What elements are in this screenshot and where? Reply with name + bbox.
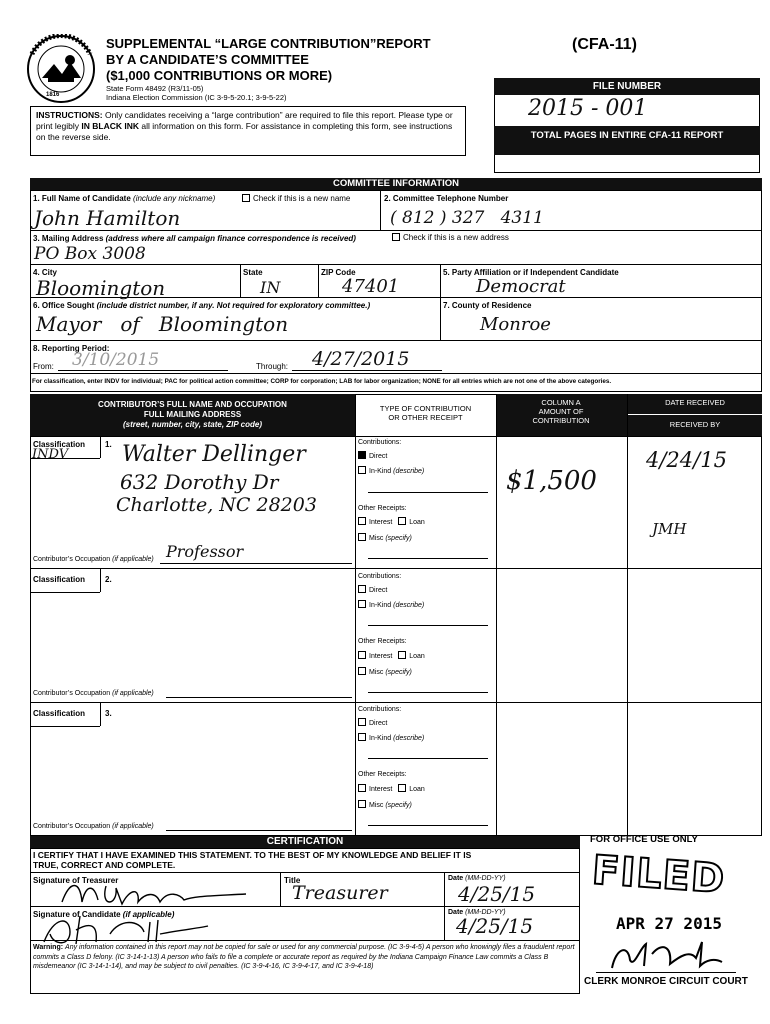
title-value: Treasurer	[292, 882, 388, 904]
row2-contributions-label: Contributions:	[358, 573, 402, 580]
row3-direct-checkbox[interactable]	[358, 718, 366, 726]
row1-contributions-label: Contributions:	[358, 439, 402, 446]
state-label: State	[243, 268, 263, 277]
candidate-signature-hint: (if applicable)	[122, 910, 175, 919]
candidate-date-value: 4/25/15	[456, 914, 534, 938]
row1-occupation-hint: (if applicable)	[112, 556, 154, 563]
row3-misc-label: Misc	[369, 802, 384, 809]
row2-direct-label: Direct	[369, 587, 388, 594]
row1-misc-label: Misc	[369, 535, 384, 542]
f7-label: 7. County of Residence	[443, 301, 532, 310]
mailing-address-value: PO Box 3008	[34, 244, 146, 264]
row1-loan-label: Loan	[409, 519, 425, 526]
row1-interest-label: Interest	[369, 519, 393, 526]
state-form-number: State Form 48492 (R3/11-05)	[106, 84, 204, 93]
row3-classification-label: Classification	[33, 709, 86, 718]
warning-text: Any information contained in this report may not be copied for sale or used for any commercial purpose. (IC 3-9-4-5) A person who knowingly files a fraudulent report commits a Class D felony. (IC 3-14-1-13) A person who fails to file a complete or accurate report as required by the Indiana Campaign Finance Law commits a Class B misdemeanor (IC 3-14-1-14), and may be subject to civil penalties. (IC 3-9-4-16, IC 3-9-4-17, and IC 3-9-4-18)	[33, 944, 575, 970]
from-label: From:	[33, 362, 54, 371]
row2-other-receipts-label: Other Receipts:	[358, 638, 407, 645]
f1-label: 1. Full Name of Candidate	[33, 194, 131, 203]
row3-loan-checkbox[interactable]	[398, 784, 406, 792]
row1-date-received: 4/24/15	[646, 448, 727, 472]
row1-address-line1: 632 Dorothy Dr	[120, 470, 279, 494]
zip-value: 47401	[342, 276, 400, 297]
row1-address-line2: Charlotte, NC 28203	[116, 494, 317, 516]
instructions-box	[30, 106, 466, 156]
total-pages-label: TOTAL PAGES IN ENTIRE CFA-11 REPORT	[494, 126, 760, 155]
certification-statement-2: TRUE, CORRECT AND COMPLETE.	[33, 860, 176, 870]
candidate-name-value: John Hamilton	[34, 206, 181, 230]
file-number-value: 2015 - 001	[528, 96, 648, 121]
row2-inkind-label: In-Kind	[369, 602, 392, 609]
row1-amount: $1,500	[506, 466, 597, 496]
row3-misc-checkbox[interactable]	[358, 800, 366, 808]
date1-hint: (MM-DD-YY)	[465, 875, 506, 882]
new-address-label: Check if this is a new address	[403, 233, 509, 242]
row3-contributions-label: Contributions:	[358, 706, 402, 713]
committee-info-header: COMMITTEE INFORMATION	[30, 178, 762, 190]
row1-number: 1.	[105, 440, 112, 449]
f3-hint: (address where all campaign finance correspondence is received)	[105, 234, 356, 243]
row2-loan-checkbox[interactable]	[398, 651, 406, 659]
f6-label: 6. Office Sought	[33, 301, 95, 310]
row2-misc-label: Misc	[369, 669, 384, 676]
date2-hint: (MM-DD-YY)	[465, 909, 506, 916]
f6-hint: (include district number, if any. Not required for exploratory committee.)	[96, 301, 371, 310]
row2-loan-label: Loan	[409, 653, 425, 660]
zip-label: ZIP Code	[321, 268, 356, 277]
row1-loan-checkbox[interactable]	[398, 517, 406, 525]
f1-hint: (include any nickname)	[133, 194, 216, 203]
row3-loan-label: Loan	[409, 786, 425, 793]
filed-stamp: FILED	[590, 847, 727, 903]
col-amount-line2: AMOUNT OF	[538, 407, 584, 416]
new-name-checkbox[interactable]	[242, 194, 250, 202]
row2-inkind-checkbox[interactable]	[358, 600, 366, 608]
telephone-value: ( 812 ) 327 4311	[390, 208, 544, 228]
row3-number: 3.	[105, 709, 112, 718]
new-address-checkbox[interactable]	[392, 233, 400, 241]
row1-interest-checkbox[interactable]	[358, 517, 366, 525]
county-value: Monroe	[480, 314, 551, 335]
row2-classification-label: Classification	[33, 575, 86, 584]
office-sought-value: Mayor of Bloomington	[36, 312, 289, 336]
row1-misc-hint: (specify)	[385, 535, 412, 542]
row3-interest-label: Interest	[369, 786, 393, 793]
row1-classification-value: INDV	[32, 447, 69, 462]
row3-inkind-checkbox[interactable]	[358, 733, 366, 741]
city-value: Bloomington	[36, 276, 166, 300]
col-contributor-line1: CONTRIBUTOR’S FULL NAME AND OCCUPATION	[98, 400, 287, 409]
row2-interest-label: Interest	[369, 653, 393, 660]
col-type-line1: TYPE OF CONTRIBUTION	[379, 404, 472, 413]
row2-misc-hint: (specify)	[385, 669, 412, 676]
row1-occupation-value: Professor	[166, 542, 244, 561]
clerk-signature	[606, 938, 726, 974]
row3-inkind-label: In-Kind	[369, 735, 392, 742]
row3-misc-hint: (specify)	[385, 802, 412, 809]
party-value: Democrat	[476, 276, 566, 297]
certification-header: CERTIFICATION	[30, 836, 580, 848]
col-amount-line3: CONTRIBUTION	[532, 416, 590, 425]
f2-label: 2. Committee Telephone Number	[384, 194, 509, 203]
from-value: 3/10/2015	[72, 350, 160, 370]
row2-number: 2.	[105, 575, 112, 584]
row1-other-receipts-label: Other Receipts:	[358, 505, 407, 512]
instructions-bold: IN BLACK INK	[81, 121, 139, 131]
row1-inkind-checkbox[interactable]	[358, 466, 366, 474]
indiana-state-seal-icon	[26, 34, 96, 104]
row3-inkind-hint: (describe)	[393, 735, 425, 742]
title-line-1: SUPPLEMENTAL “LARGE CONTRIBUTION”REPORT	[106, 36, 431, 51]
instructions-label: INSTRUCTIONS:	[36, 110, 103, 120]
row2-direct-checkbox[interactable]	[358, 585, 366, 593]
title-line-2: BY A CANDIDATE’S COMMITTEE	[106, 52, 309, 67]
candidate-signature-label: Signature of Candidate	[33, 910, 121, 919]
f8-label: 8. Reporting Period:	[33, 344, 110, 353]
row1-contributor-name: Walter Dellinger	[122, 442, 306, 467]
filed-stamp-date: APR 27 2015	[616, 914, 722, 933]
f4-label: 4. City	[33, 268, 58, 277]
col-contributor-line3: (street, number, city, state, ZIP code)	[123, 420, 262, 429]
form-code: (CFA-11)	[572, 36, 637, 53]
row3-other-receipts-label: Other Receipts:	[358, 771, 407, 778]
instructions-text-1: Only candidates receiving a “large contribution” are required to file this report. Please type or print legibly	[36, 110, 453, 131]
row3-interest-checkbox[interactable]	[358, 784, 366, 792]
row1-classification-label: Classification	[33, 440, 86, 449]
certification-statement-1: I CERTIFY THAT I HAVE EXAMINED THIS STATEMENT. TO THE BEST OF MY KNOWLEDGE AND BELIEF IT IS	[33, 850, 472, 860]
treasurer-signature-label: Signature of Treasurer	[33, 876, 119, 885]
instructions-text-2: all information on this form. For assistance in completing this form, see instructions on the reverse side.	[36, 121, 453, 142]
row1-direct-checkbox[interactable]	[358, 451, 366, 459]
commission-citation: Indiana Election Commission (IC 3-9-5-20.1; 3-9-5-22)	[106, 93, 287, 102]
warning-label: Warning:	[33, 944, 64, 951]
col-date-received: DATE RECEIVED	[665, 398, 725, 407]
date2-label: Date	[448, 909, 464, 916]
office-use-label: FOR OFFICE USE ONLY	[590, 834, 698, 845]
col-received-by: RECEIVED BY	[669, 420, 721, 429]
row2-interest-checkbox[interactable]	[358, 651, 366, 659]
row1-misc-checkbox[interactable]	[358, 533, 366, 541]
row3-occupation-hint: (if applicable)	[112, 823, 154, 830]
file-number-label: FILE NUMBER	[494, 78, 760, 95]
treasurer-signature	[60, 878, 250, 908]
row1-inkind-hint: (describe)	[393, 468, 425, 475]
row1-direct-label: Direct	[369, 453, 388, 460]
state-value: IN	[260, 278, 281, 297]
clerk-label: CLERK MONROE CIRCUIT COURT	[584, 976, 748, 987]
title-label: Title	[284, 876, 301, 885]
row1-received-by: JMH	[652, 520, 687, 538]
row1-inkind-label: In-Kind	[369, 468, 392, 475]
row1-occupation-label: Contributor’s Occupation	[33, 556, 111, 563]
col-contributor-line2: FULL MAILING ADDRESS	[143, 410, 242, 419]
row2-occupation-label: Contributor’s Occupation	[33, 690, 111, 697]
title-line-3: ($1,000 CONTRIBUTIONS OR MORE)	[106, 68, 333, 83]
row3-occupation-label: Contributor’s Occupation	[33, 823, 111, 830]
through-label: Through:	[256, 362, 289, 371]
date1-label: Date	[448, 875, 464, 882]
treasurer-date-value: 4/25/15	[458, 882, 536, 906]
row2-occupation-hint: (if applicable)	[112, 690, 154, 697]
row3-direct-label: Direct	[369, 720, 388, 727]
classification-note: For classification, enter INDV for individual; PAC for political action committee; CORP for corporation; LAB for labor organization; NONE for all entries which are not one of the above categories.	[32, 378, 612, 385]
col-type-line2: OR OTHER RECEIPT	[388, 413, 463, 422]
f3-label: 3. Mailing Address	[33, 234, 104, 243]
row2-misc-checkbox[interactable]	[358, 667, 366, 675]
f5-label: 5. Party Affiliation or if Independent Candidate	[443, 268, 619, 277]
col-amount-line1: COLUMN A	[541, 398, 581, 407]
through-value: 4/27/2015	[312, 348, 410, 370]
seal-year: 1816	[46, 92, 60, 98]
new-name-label: Check if this is a new name	[253, 194, 351, 203]
row2-inkind-hint: (describe)	[393, 602, 425, 609]
